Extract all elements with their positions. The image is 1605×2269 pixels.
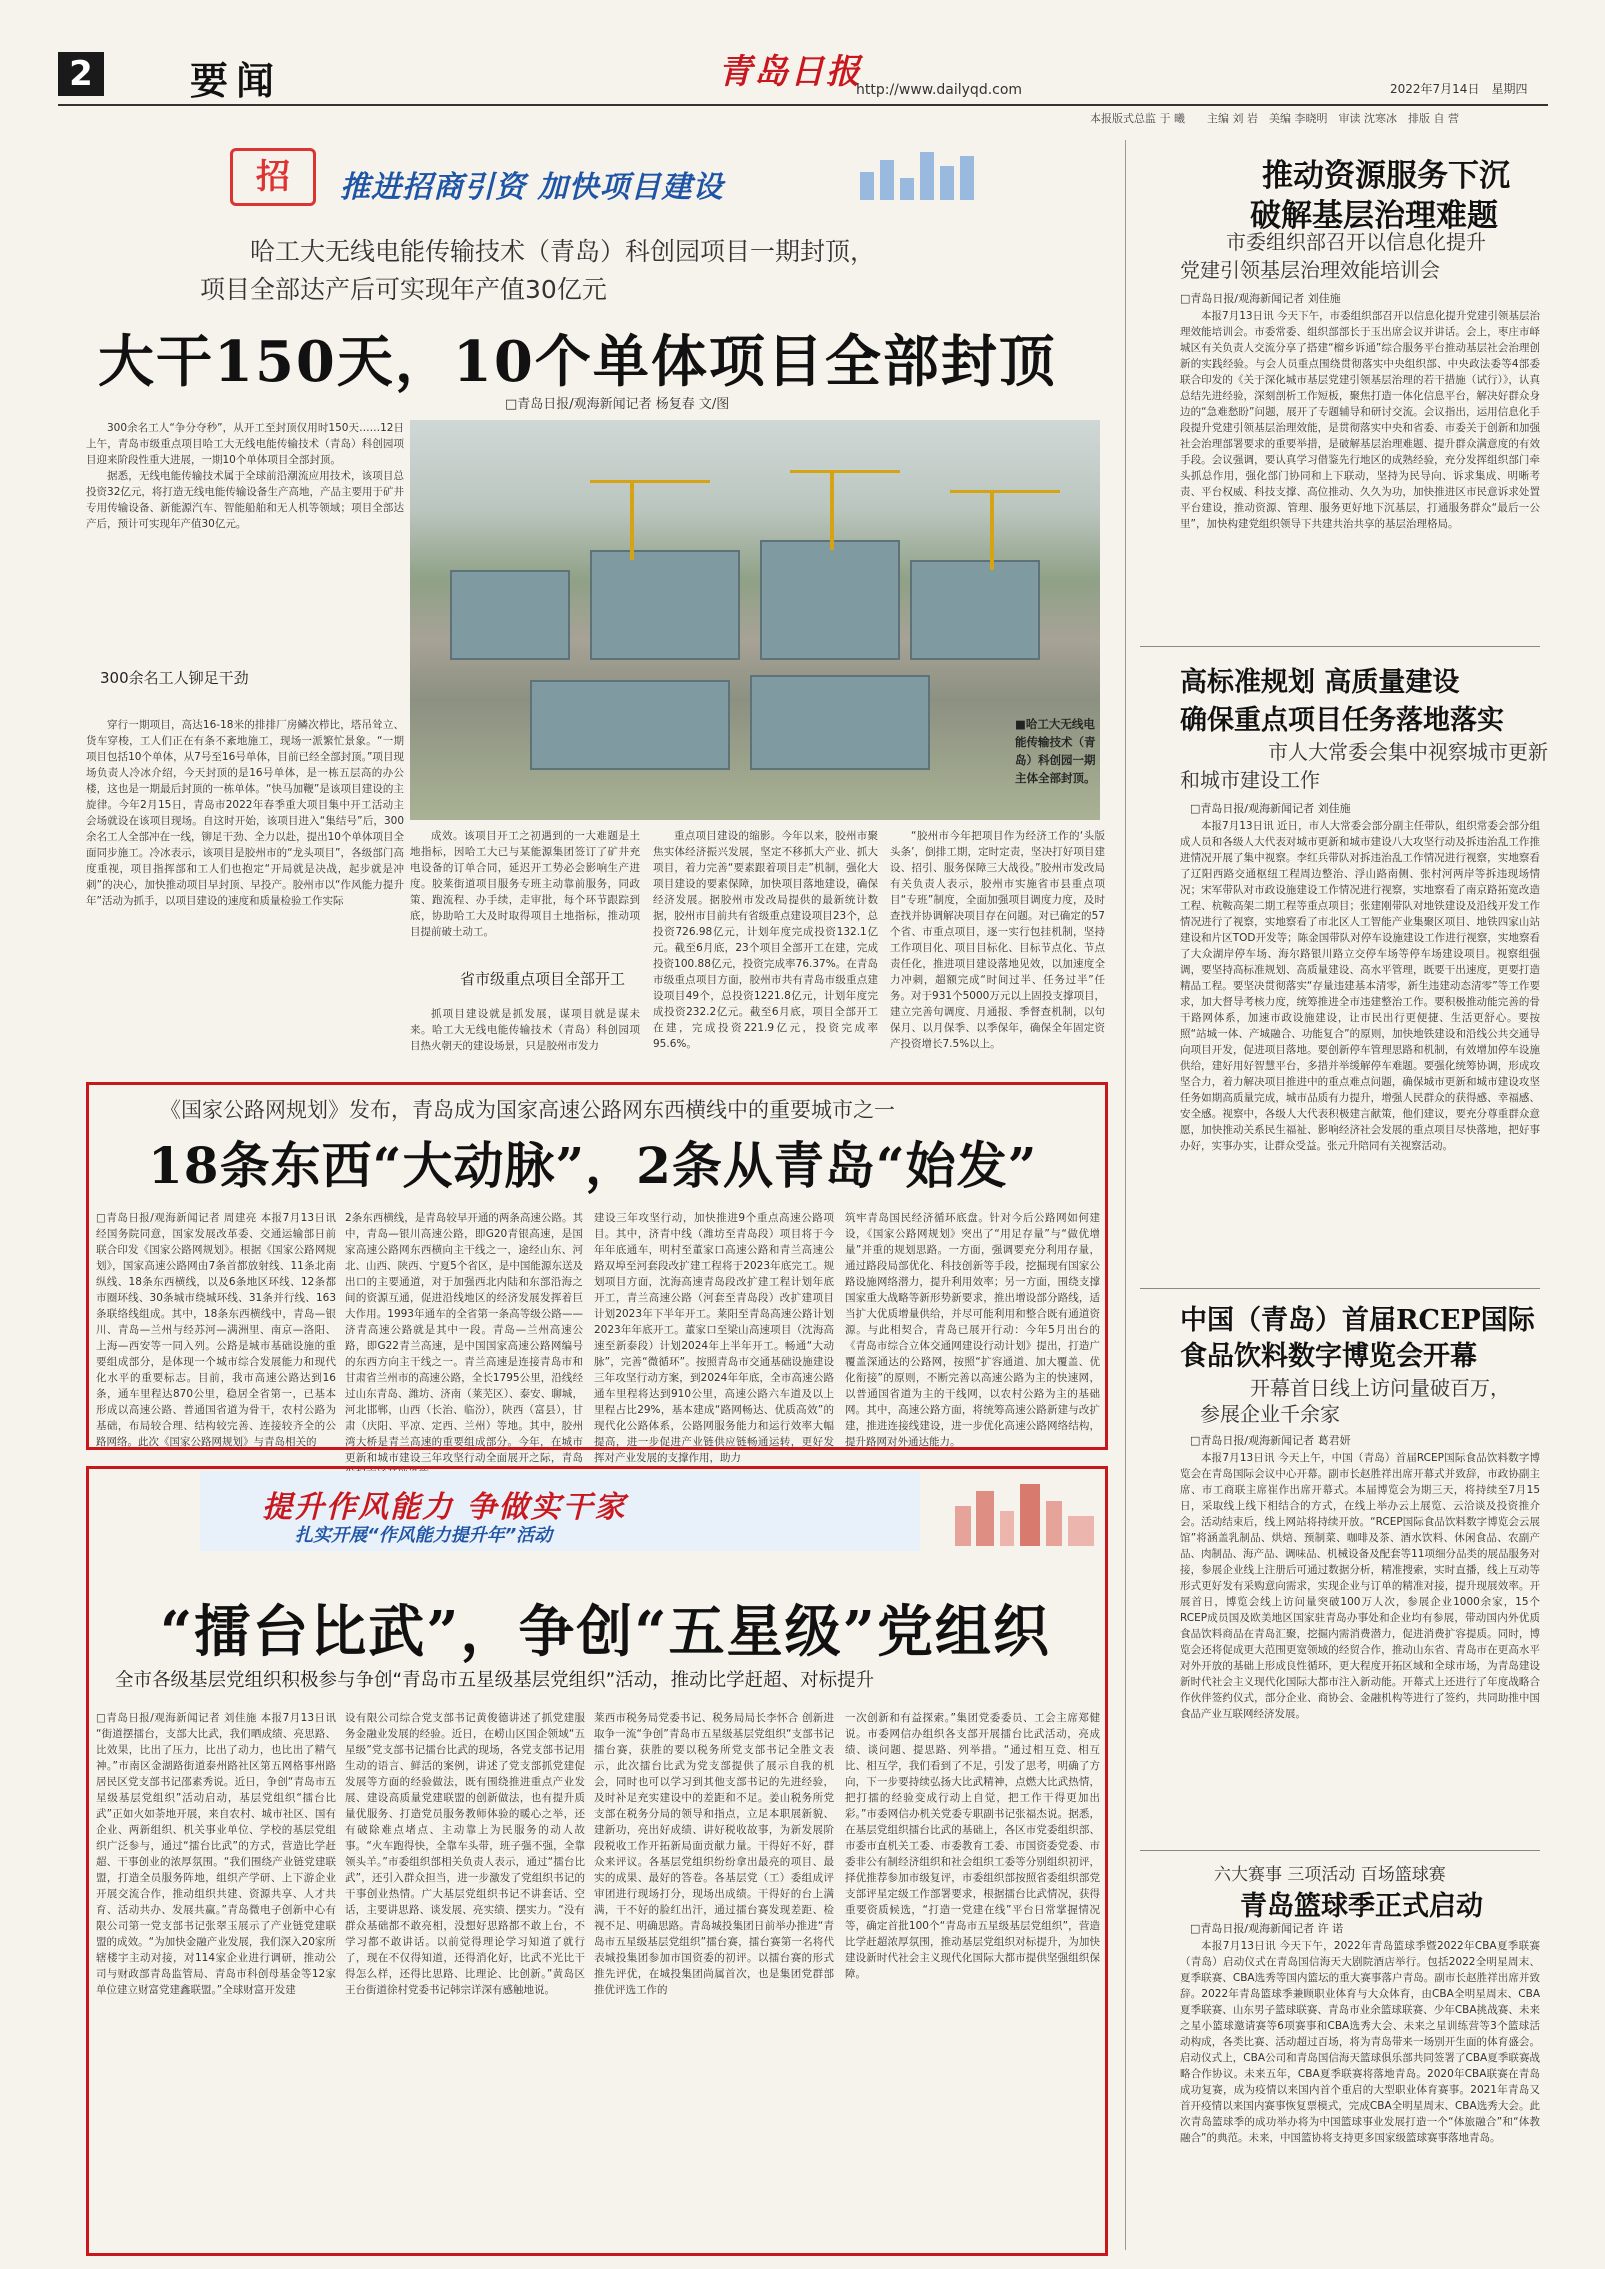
r3-byline: □青岛日报/观海新闻记者 葛君妍	[1190, 1434, 1351, 1447]
r1-body: 本报7月13日讯 今天下午，市委组织部召开以信息化提升党建引领基层治理效能培训会。市委常委、组织部部长于玉出席会议并讲话。会上，枣庄市峄城区有关负责人交流分享了搭建“榴乡诉通”综合服务平台推动基层社会治理创新的实践经验。与会人员重点围绕贯彻落实中央组织部、中央政法委等4部委联合印发的《关于深化城市基层党建引领基层治理的若干措施（试行）》，认真总结先进经验，深刻剖析工作短板，聚焦打造一体化信息平台，解决好群众身边的“急难愁盼”问题，展开了专题辅导和研讨交流。会议指出，运用信息化手段提升党建引领基层治理效能，是贯彻落实中央和省委、市委关于创新和加强社会治理部署要求的重要举措，是破解基层治理难题、提升群众满意度的有效手段。会议强调，要认真学习借鉴先行地区的成熟经验，充分发挥组织部门牵头抓总作用，强化部门协同和上下联动，坚持为民导向、诉求集成、明晰考责、平台权威、科技支撑、高位推动、久久为功，加快推进区市民意诉求处置平台建设，推动资源、管理、服务更好地下沉基层，打通服务群众“最后一公里”，加快构建党组织领导下共建共治共享的基层治理格局。	[1180, 310, 1540, 530]
party-col-1: □青岛日报/观海新闻记者 刘佳施 本报7月13日讯 “街道摆擂台，支部大比武，我们晒成绩、亮思路、比效果，比出了压力，比出了动力，也比出了精气神。”市南区金湖路街道泰州路社区第五网格事州路居民区党支部书记邵素秀说。近日，争创“青岛市五星级基层党组织”活动启动，基层党组织“擂台比武”正如火如荼地开展，来自农村、城市社区、国有企业、两新组织、机关事业单位、学校的基层党组织广泛参与，通过“擂台比武”的方式，营造比学赶超、干事创业的浓厚氛围。“我们围绕产业链党建联盟，打造全员服务阵地，组织产学研、上下游企业开展交流合作，推动组织共建、资源共享、人才共育、活动共办、发展共赢。”青岛微电子创新中心有限公司第一党支部书记张翠玉展示了产业链党建联盟的成效。“为加快金融产业发展，我们深入20家所辖楼宇主动对接，对114家企业进行调研，推动公司与财政部青岛监管局、青岛市科创母基金等12家单位建立财富党建鑫联盟。”全球财富开发建	[96, 1712, 336, 1996]
subhead-key-projects: 省市级重点项目全部开工	[460, 970, 626, 988]
highway-col-2: 2条东西横线，是青岛较早开通的两条高速公路。其中，青岛—银川高速公路，即G20青银高速，是国家高速公路网东西横向主干线之一，途经山东、河北、山西、陕西、宁夏5个省区，是中国能源东送及出口的主要通道，对于加强西北内陆和东部沿海之间的资源互通，促进沿线地区的经济发展发挥着巨大作用。1993年通车的全省第一条高等级公路——济青高速公路就是其中一段。青岛—兰州高速公路，即G22青兰高速，是中国国家高速公路网编号的东西方向主干线之一。青兰高速是连接青岛市和甘肃省兰州市的高速公路，全长1795公里，沿线经过山东青岛、潍坊、济南（莱芜区）、泰安、聊城，河北邯郸，山西（长治、临汾），陕西（富县），甘肃（庆阳、平凉、定西、兰州）等地。其中，胶州湾大桥是青兰高速的重要组成部分。今年，在城市更新和城市建设三年攻坚行动全面展开之际，青岛	[345, 1212, 583, 1464]
staff-credits: 本报版式总监 于 曦 主编 刘 岩 美编 李晓明 审读 沈寒冰 排版 自 营	[1090, 112, 1459, 125]
r2-headline-1: 高标准规划 高质量建设	[1180, 667, 1460, 698]
investment-icon: 招	[230, 148, 316, 206]
section-name: 要闻	[190, 58, 283, 103]
lead-paragraph-2: 据悉，无线电能传输技术属于全球前沿潮流应用技术，该项目总投资32亿元，将打造无线电能传输设备生产高地，产品主要用于矿井专用传输设备、新能源汽车、智能船舶和无人机等领域；项目全部达产后，预计可实现年产值30亿元。	[86, 470, 404, 530]
activity-banner-subtitle: 扎实开展“作风能力提升年”活动	[295, 1525, 553, 1546]
header-rule	[58, 104, 1548, 106]
main-col-3: 重点项目建设的缩影。今年以来，胶州市聚焦实体经济振兴发展，坚定不移抓大产业、抓大项目，着力完善“要素跟着项目走”机制，强化大项目建设的要素保障，加快项目落地建设，确保经济发展。据胶州市发改局提供的最新统计数据，胶州市目前共有省级重点建设项目23个，总投资726.98亿元，计划年度完成投资132.1亿元。截至6月底，23个项目全部开工在建，完成投资100.88亿元，投资完成率76.37%。在青岛市级重点项目方面，胶州市共有青岛市级重点建设项目49个，总投资1221.8亿元，计划年度完成投资232.2亿元。截至6月底，项目全部开工在建，完成投资221.9亿元，投资完成率95.6%。	[653, 830, 878, 1050]
construction-photo	[410, 420, 1100, 820]
activity-banner-title: 提升作风能力 争做实干家	[262, 1490, 627, 1525]
r2-byline: □青岛日报/观海新闻记者 刘佳施	[1190, 802, 1351, 815]
website-url[interactable]: http://www.dailyqd.com	[856, 82, 1023, 98]
building-bars-icon	[860, 150, 980, 200]
main-kicker-1: 哈工大无线电能传输技术（青岛）科创园项目一期封顶，	[250, 237, 876, 266]
party-col-2: 设有限公司综合党支部书记黄俊德讲述了抓党建服务金融业发展的经验。近日，在崂山区国企领域“五星级”党支部书记擂台比武的现场，各党支部书记用生动的语言、鲜活的案例，讲述了党支部抓党建促发展等方面的经验做法，既有围绕推进重点产业发展、建设高质量党建联盟的创新做法，也有提升质量优服务、打造党员服务教师体验的暖心之举，还有破除难点堵点、主动靠上为民服务的动人故事。“火车跑得快，全靠车头带，班子强不强，全靠领头羊。”市委组织部相关负责人表示，通过“擂台比武”，还引入群众担当，进一步激发了党组织书记的干事创业热情。广大基层党组织书记不讲套话、空话，主要讲思路、谈发展、亮实绩、摆实力。“没有群众基础都不敢亮相，没想好思路都不敢上台，不学习都不敢讲话。以前觉得理论学习知道了就行了，现在不仅得知道，还得消化好，比武不光比干得怎么样，还得比思路、比理论、比创新。”黄岛区王台街道徐村党委书记韩宗详深有感触地说。	[345, 1712, 585, 1996]
r1-headline-2: 破解基层治理难题	[1250, 198, 1498, 234]
r2-body: 本报7月13日讯 近日，市人大常委会部分副主任带队，组织常委会部分组成人员和各级人大代表对城市更新和城市建设八大攻坚行动及拆违治乱工作推进情况开展了集中视察。李红兵带队对拆违治乱工作情况进行视察，实地察看了辽阳西路交通枢纽工程周边整治、浮山路南侧、张村河两岸等拆违现场情况；宋军带队对市政设施建设工作情况进行视察，实地察看了南京路拓宽改造工程、杭鞍高架二期工程等重点项目；张建刚带队对地铁建设及沿线开发工作情况进行了视察，实地察看了市北区人工智能产业集聚区项目、地铁四家山站建设和片区TOD开发等；陈金国带队对停车设施建设工作进行视察，实地察看了大众湖岸停车场、海尔路银川路立交停车场等停车场建设项目。视察组强调，要坚持高标准规划、高质量建设、高水平管理，既要干出速度，更要打造精品工程。要坚决贯彻落实“存量违建基本清零，新生违建动态清零”等工作要求，加大督导考核力度，统筹推进全市违建整治工作。要积极推动能完善的骨干路网体系，加速市政设施建设，让市民出行更便捷、生活更舒心。要按照“站城一体、产城融合、功能复合”的原则，加快地铁建设和沿线公共交通导向项目开发，促进项目落地。要创新停车管理思路和机制，有效增加停车设施供给，建好用好智慧平台，多措并举缓解停车难题。要强化统筹协调，形成攻坚合力，着力解决项目推进中的重点难点问题，确保城市更新和城市建设攻坚任务如期高质量完成，城市品质有力提升，增强人民群众的获得感、幸福感、安全感。视察中，各级人大代表积极建言献策，他们建议，要充分尊重群众意愿，加快推动关系民生福祉、影响经济社会发展的重点项目尽快落地，把好事办好，实事办实，让群众受益。张元升陪同有关视察活动。	[1180, 820, 1540, 1152]
r1-subhead-1: 市委组织部召开以信息化提升	[1226, 230, 1486, 254]
party-col-4: 一次创新和有益探索。”集团党委委员、工会主席郑健说。市委网信办组织各支部开展擂台比武活动，亮成绩、谈问题、提思路、列举措。“通过相互竞、相互比、相互学，我们看到了不足，引发了思考，明确了方向，下一步要持续弘扬大比武精神，点燃大比武热情，把打擂的经验变成行动上自觉，把工作干得更加出彩。”市委网信办机关党委专职副书记张福杰说。据悉，在基层党组织擂台比武的基础上，各区市党委组织部、市委市直机关工委、市委教育工委、市国资委党委、市委非公有制经济组织和社会组织工委等分别组织初评，择优推荐参加市级复评，市委组织部按照省委组织部党支部评星定级工作部署要求，根据擂台比武情况，获得重要资质候选，“打造一党建在线”平台日常掌握情况等，确定首批100个“青岛市五星级基层党组织”，营造比学赶超浓厚氛围，推动基层党组织对标提升，为加快建设新时代社会主义现代化国际大都市提供坚强组织保障。	[845, 1712, 1100, 1980]
city-skyline-icon	[950, 1476, 1100, 1546]
lead-paragraph-1: 300余名工人“争分夺秒”，从开工至封顶仅用时150天……12日上午，青岛市级重点项目哈工大无线电能传输技术（青岛）科创园项目迎来阶段性重大进展，一期10个单体项目全部封顶。	[86, 422, 404, 466]
highway-col-3: 建设三年攻坚行动，加快推进9个重点高速公路项目。其中，济青中线（潍坊至青岛段）项目将于今年年底通车，明村至董家口高速公路和青兰高速公路双埠至河套段改扩建工程将于2023年底完工。规划项目方面，沈海高速青岛段改扩建工程计划年底开工，青兰高速公路（河套至青岛段）改扩建项目计划2023年下半年开工。莱阳至青岛高速公路计划2023年年底开工。董家口至梁山高速项目（沈海高速至新泰段）计划2024年上半年开工。畅通“大动脉”，完善“微循环”。按照青岛市交通基础设施建设三年攻坚行动方案，到2024年年底，全市高速公路通车里程将达到910公里，高速公路六车道及以上里程占比29%，基本建成“路网畅达、优质高效”的现代化公路体系，公路网服务能力和运行效率大幅提高，进一步促进产业链供应链畅通运转，更好发挥对产业发展的支撑作用，助力	[594, 1212, 834, 1464]
r4-headline: 青岛篮球季正式启动	[1240, 1891, 1483, 1922]
r3-headline-2: 食品饮料数字博览会开幕	[1180, 1341, 1477, 1372]
main-col-2b: 抓项目建设就是抓发展，谋项目就是谋未来。哈工大无线电能传输技术（青岛）科创园项目热火朝天的建设场景，只是胶州市发力	[410, 1008, 640, 1052]
main-lead	[86, 420, 404, 612]
r4-byline: □青岛日报/观海新闻记者 许 诺	[1190, 1922, 1344, 1935]
r-rule-2	[1140, 1288, 1540, 1289]
newspaper-logo: 青岛日报	[718, 52, 862, 92]
subhead-workers: 300余名工人铆足干劲	[100, 669, 249, 687]
r3-subhead-1: 开幕首日线上访问量破百万，	[1250, 1376, 1510, 1400]
r2-subhead-1: 市人大常委会集中视察城市更新	[1268, 740, 1548, 764]
r4-body: 本报7月13日讯 今天下午，2022年青岛篮球季暨2022年CBA夏季联赛（青岛）启动仪式在青岛国信海天大剧院酒店举行。包括2022全明星周末、夏季联赛、CBA选秀等国内篮坛的重大赛事落户青岛。副市长赵胜祥出席并致辞。2022年青岛篮球季兼顾职业体育与大众体育，由CBA全明星周末、CBA夏季联赛、山东男子篮球联赛、青岛市业余篮球联赛、少年CBA挑战赛、未来之星小篮球邀请赛等6项赛事和CBA选秀大会、未来之星训练营等3个篮球活动构成，各类比赛、活动超过百场，将为青岛带来一场别开生面的体育盛会。启动仪式上，CBA公司和青岛国信海天篮球俱乐部共同签署了CBA夏季联赛战略合作协议。未来五年，CBA夏季联赛将落地青岛。2020年CBA联赛在青岛成功复赛，成为疫情以来国内首个重启的大型职业体育赛事。2021年青岛又首开疫情以来国内赛事恢复票模式，完成CBA全明星周末、CBA选秀大会。此次青岛篮球季的成功举办将为中国篮球事业发展打造一个“体旅融合”和“体教融合”的典范。未来，中国篮协将支持更多国家级篮球赛事落地青岛。	[1180, 1940, 1540, 2144]
r3-headline-1: 中国（青岛）首届RCEP国际	[1180, 1305, 1535, 1336]
highway-headline: 18条东西“大动脉”，2条从青岛“始发”	[148, 1136, 1038, 1195]
highway-col-4: 筑牢青岛国民经济循环底盘。针对今后公路网如何建设，《国家公路网规划》突出了“用足存量”与“做优增量”并重的规划思路。一方面，强调要充分利用存量，通过路段局部优化、科技创新等手段，挖掘现有国家公路设施网络潜力，提升利用效率；另一方面，围绕支撑国家重大战略等新形势新要求，推出增设部分路线，适当扩大优质增量供给，并尽可能利用和整合既有通道资源。与此相契合，青岛已展开行动：今年5月出台的《青岛市综合立体交通网建设行动计划》提出，打造广覆盖深通达的公路网，按照“扩容通道、加大覆盖、优化衔接”的原则，不断完善以高速公路为主的快速网，以普通国省道为主的干线网，以农村公路为主的基础网。其中，高速公路方面，将统筹高速公路新建与改扩建，推进连接线建设，进一步优化高速公路网络结构，提升路网对外通达能力。	[845, 1212, 1100, 1448]
highway-col-1: □青岛日报/观海新闻记者 周建亮 本报7月13日讯 经国务院同意，国家发展改革委、交通运输部日前联合印发《国家公路网规划》。根据《国家公路网规划》，国家高速公路网由7条首都放射线、11条北南纵线、18条东西横线，以及6条地区环线、12条都市圈环线、30条城市绕城环线、31条并行线、163条联络线组成。其中，18条东西横线中，青岛—银川、青岛—兰州与经苏河—满洲里、南京—洛阳、上海—西安等一同入列。公路是城市基础设施的重要组成部分，是体现一个城市综合发展能力和现代化水平的重要标志。目前，我市高速公路达到16条，通车里程达870公里，稳居全省第一，已基本形成以高速公路、普通国省道为骨干，农村公路为基础，布局较合理、结构较完善、连接较齐全的公路网络。此次《国家公路网规划》与青岛相关的	[96, 1212, 336, 1448]
main-headline: 大干150天，10个单体项目全部封顶	[98, 329, 1057, 395]
column-divider	[1125, 140, 1126, 2250]
main-byline: □青岛日报/观海新闻记者 杨复春 文/图	[505, 397, 730, 412]
party-col-3: 莱西市税务局党委书记、税务局局长李怀合 创新进取争一流“争创”青岛市五星级基层党组织“支部书记擂台赛，获胜的要以税务所党支部书记全胜文表示，此次擂台比武为党支部提供了展示自我的机会，同时也可以学习到其他支部书记的先进经验，及时补足充实建设中的差距和不足。姜山税务所党支部在税务分局的领导和指点，立足本职展新貌、建新功，亮出好成绩、讲好税收故事，为新发展阶段税收工作开拓新局面贡献力量。干得好不好，群众来评议。各基层党组织纷纷拿出最亮的项目、最实的成果、最好的答卷。各基层党（工）委组成评审团进行现场打分，现场出成绩。干得好的台上满满，干不好的脸红出汗，通过擂台赛发现差距、检视不足、明确思路。青岛城投集团日前举办推进“青岛市五星级基层党组织”擂台赛，擂台赛第一名将代表城投集团参加市国资委的初评。以擂台赛的形式推先评优，在城投集团尚属首次，也是集团党群部推优评选工作的	[594, 1712, 834, 1996]
r-rule-1	[1140, 646, 1540, 647]
party-headline: “擂台比武”，争创“五星级”党组织	[160, 1599, 1051, 1665]
page-number: 2	[58, 52, 104, 96]
r4-kicker: 六大赛事 三项活动 百场篮球赛	[1214, 1865, 1446, 1885]
party-subhead: 全市各级基层党组织积极参与争创“青岛市五星级基层党组织”活动，推动比学赶超、对标提升	[115, 1670, 875, 1691]
r3-body: 本报7月13日讯 今天上午，中国（青岛）首届RCEP国际食品饮料数字博览会在青岛国际会议中心开幕。副市长赵胜祥出席开幕式并致辞，市政协副主席、市工商联主席崔作出席开幕式。本届博览会为期三天，将持续至7月15日，采取线上线下相结合的方式，在线上举办云上展览、云洽谈及投资推介会。活动结束后，线上网站将持续开放。“RCEP国际食品饮料数字博览会云展馆”将涵盖乳制品、烘焙、预制菜、咖啡及茶、酒水饮料、休闲食品、农副产品、肉制品、海产品、调味品、机械设备及配套等11项细分品类的展品服务对接，参展企业线上注册后可通过数据分析，精准搜索，实时直播，线上互动等形式更好发有采购意向需求，实现企业与订单的精准对接，提升现展效率。开展首日，博览会线上访问量突破100万人次，参展企业1000余家，15个RCEP成员国及欧美地区国家驻青岛办事处和企业均有参展，带动国内外优质食品饮料商品在青岛汇聚，挖掘内需消费潜力，促进消费扩容提质。同时，博览会还将促成更大范围更宽领域的经贸合作，推动山东省、青岛市在更高水平对外开放的基础上形成良性循环，更大程度开拓区域和全球市场，为青岛建设新时代社会主义现代化国际大都市注入新动能。开幕式上还进行了年度战略合作伙伴签约仪式，部分企业、商协会、金融机构等进行了签约，共同助推中国食品产业互联网经济发展。	[1180, 1452, 1540, 1720]
r1-headline-1: 推动资源服务下沉	[1262, 158, 1510, 194]
r1-byline: □青岛日报/观海新闻记者 刘佳施	[1180, 292, 1341, 305]
main-kicker-2: 项目全部达产后可实现年产值30亿元	[200, 275, 607, 304]
highway-kicker: 《国家公路网规划》发布，青岛成为国家高速公路网东西横线中的重要城市之一	[160, 1098, 895, 1122]
issue-date: 2022年7月14日 星期四	[1390, 82, 1528, 96]
photo-caption: ■哈工大无线电能传输技术（青岛）科创园一期主体全部封顶。	[1015, 717, 1096, 785]
main-col-4: “胶州市今年把项目作为经济工作的‘头版头条’，倒排工期，定时定责，坚决打好项目建设、招引、服务保障三大战役。”胶州市发改局有关负责人表示，胶州市实施省市县重点项目“专班”制度，全面加强项目调度力度，及时查找并协调解决项目存在问题。对已确定的57个省、市重点项目，逐一实行包挂机制，坚持工作项目化、项目目标化、目标节点化、节点责任化，推进项目建设落地见效，以加速度全力冲刺，超额完成“时间过半、任务过半”任务。对于931个5000万元以上固投支撑项目，建立完善句调度、月通报、季督查机制，以句保月、以月保季、以季保年，确保全年固定资产投资增长7.5%以上。	[890, 830, 1105, 1050]
main-col-2: 成效。该项目开工之初遇到的一大难题是土地指标，因哈工大已与某能源集团签订了矿井充电设备的订单合同，延迟开工势必会影响生产进度。胶莱街道项目服务专班主动靠前服务，同政策、跑流程、办手续，走审批，每个环节跟踪到底，协助哈工大及时取得项目土地指标，推动项目提前破土动工。	[410, 830, 640, 938]
main-col-1: 穿行一期项目，高达16-18米的排排厂房鳞次栉比，塔吊耸立、货车穿梭，工人们正在有条不紊地施工，现场一派繁忙景象。“一期项目包括10个单体，从7号至16号单体，目前已经全部封顶。”项目现场负责人冷冰介绍，今天封顶的是16号单体，是一栋五层高的办公楼，这也是一期最后封顶的一栋单体。“快马加鞭”是该项目建设的主旋律。今年2月15日，青岛市2022年春季重大项目集中开工活动主会场就设在该项目现场。自这时开始，该项目进入“集结号”后，300余名工人全部冲在一线，铆足干劲、全力以赴，提出10个单体项目全面同步施工。冷冰表示，该项目是胶州市的“龙头项目”，各级部门高度重视，项目指挥部和工人们也抱定“开局就是决战，起步就是冲刺”的决心，加快推动项目早封顶、早投产。胶州市以“作风能力提升年”活动为抓手，以项目建设的速度和质量检验工作实际	[86, 719, 404, 907]
r3-subhead-2: 参展企业千余家	[1200, 1402, 1340, 1426]
r-rule-3	[1140, 1850, 1540, 1851]
r2-headline-2: 确保重点项目任务落地落实	[1180, 705, 1504, 736]
r2-subhead-2: 和城市建设工作	[1180, 768, 1320, 792]
masthead	[0, 0, 1605, 130]
r1-subhead-2: 党建引领基层治理效能培训会	[1180, 258, 1440, 282]
banner-title: 推进招商引资 加快项目建设	[340, 170, 724, 205]
